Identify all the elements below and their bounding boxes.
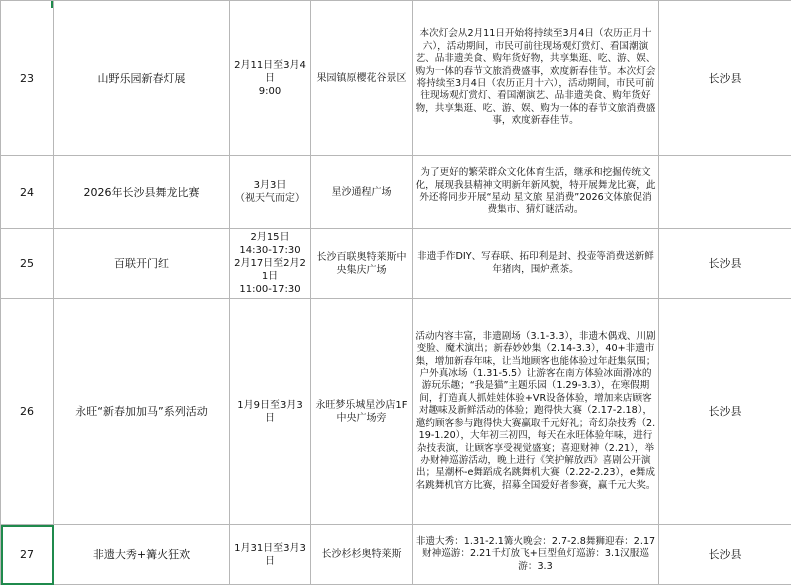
event-location-cell[interactable]: 星沙通程广场	[311, 156, 413, 229]
county-cell[interactable]: 长沙县	[659, 525, 791, 585]
event-time-cell[interactable]	[230, 525, 311, 585]
row-number-cell[interactable]: 27	[1, 525, 54, 585]
event-name-cell[interactable]: 山野乐园新春灯展	[54, 1, 230, 156]
event-time-text: 3月3日 （视天气而定）	[235, 180, 305, 204]
event-time-cell[interactable]	[230, 1, 311, 156]
row-number-cell[interactable]: 26	[1, 299, 54, 525]
table-row	[1, 1, 791, 156]
event-location-cell[interactable]: 长沙百联奥特莱斯中央集庆广场	[311, 229, 413, 299]
event-description-cell[interactable]: 为了更好的繁荣群众文化体育生活，继承和挖掘传统文化，展现我县精神文明新年新风貌，特开展舞龙比赛，此外还将同步开展“星动 星文旅 星消费”2026文体旅促消费集市、猜灯谜活动。	[413, 156, 659, 229]
county-cell[interactable]	[659, 156, 791, 229]
row-number-cell[interactable]: 23	[1, 1, 54, 156]
event-name-cell[interactable]: 2026年长沙县舞龙比赛	[54, 156, 230, 229]
event-name-cell[interactable]: 非遗大秀+篝火狂欢	[54, 525, 230, 585]
event-name-cell[interactable]: 百联开门红	[54, 229, 230, 299]
county-cell[interactable]: 长沙县	[659, 229, 791, 299]
event-time-text: 1月31日至3月3日	[234, 542, 306, 567]
event-time-cell[interactable]	[230, 229, 311, 299]
event-time-cell[interactable]	[230, 156, 311, 229]
county-cell[interactable]: 长沙县	[659, 299, 791, 525]
row-number-cell[interactable]: 24	[1, 156, 54, 229]
event-location-cell[interactable]: 长沙杉杉奥特莱斯	[311, 525, 413, 585]
table-row	[1, 156, 791, 229]
event-description-cell[interactable]: 非遗大秀：1.31-2.1篝火晚会：2.7-2.8舞狮迎春：2.17财神巡游：2.21千灯放飞+巨型鱼灯巡游：3.1汉服巡游：3.3	[413, 525, 659, 585]
event-time-text: 2月15日 14:30-17:30 2月17日至2月21日 11:00-17:30	[234, 232, 306, 295]
table-row	[1, 299, 791, 525]
event-description-cell[interactable]: 非遗手作DIY、写春联、拓印利是封、投壶等消费送新鲜年猪肉，围炉煮茶。	[413, 229, 659, 299]
event-description-cell[interactable]: 本次灯会从2月11日开始将持续至3月4日（农历正月十六），活动期间，市民可前往现场观灯赏灯、看国潮演艺、品非遗美食、购年货好物，共享集逛、吃、游、娱、购为一体的春节文旅消费盛事，欢度新春佳节。本次灯会将持续至3月4日（农历正月十六），活动期间，市民可前往现场观灯赏灯、看国潮演艺、品非遗美食、购年货好物，共享集逛、吃、游、娱、购为一体的春节文旅消费盛事，欢度新春佳节。	[413, 1, 659, 156]
event-location-cell[interactable]: 果园镇原樱花谷景区	[311, 1, 413, 156]
row-number-cell[interactable]: 25	[1, 229, 54, 299]
table-row	[1, 525, 791, 585]
event-time-text: 2月11日至3月4日 9:00	[234, 59, 306, 97]
event-location-cell[interactable]: 永旺梦乐城星沙店1F中央广场旁	[311, 299, 413, 525]
county-cell[interactable]: 长沙县	[659, 1, 791, 156]
event-time-text: 1月9日至3月3日	[237, 399, 303, 424]
event-time-cell[interactable]	[230, 299, 311, 525]
event-name-cell[interactable]: 永旺“新春加加马”系列活动	[54, 299, 230, 525]
event-description-cell[interactable]: 活动内容丰富，非遗剧场（3.1-3.3），非遗木偶戏、川剧变脸、魔术演出；新春妙妙集（2.14-3.3），40+非遗市集，增加新春年味，让当地顾客也能体验过年赶集氛围；户外真冰场（1.31-5.5）让游客在南方体验冰面滑冰的游玩乐趣；“我是猫”主题乐园（1.29-3.3），在寒假期间，打造真人抓娃娃体验+VR设备体验，增加来店顾客对趣味及新鲜活动的体验；跑得快大赛（2.17-2.18），邀约顾客参与跑得快大赛赢取千元好礼；奇幻杂技秀（2.19-1.20），大年初三初四，每天在永旺体验年味，进行杂技表演，让顾客享受视觉盛宴；喜迎财神（2.21），举办财神巡游活动，晚上进行《笑护解放西》喜剧公开演出；星潮杯-e舞蹈成名跳舞机大赛（2.22-2.23），e舞成名跳舞机官方比赛，招募全国爱好者参赛，赢千元大奖。	[413, 299, 659, 525]
table-row	[1, 229, 791, 299]
